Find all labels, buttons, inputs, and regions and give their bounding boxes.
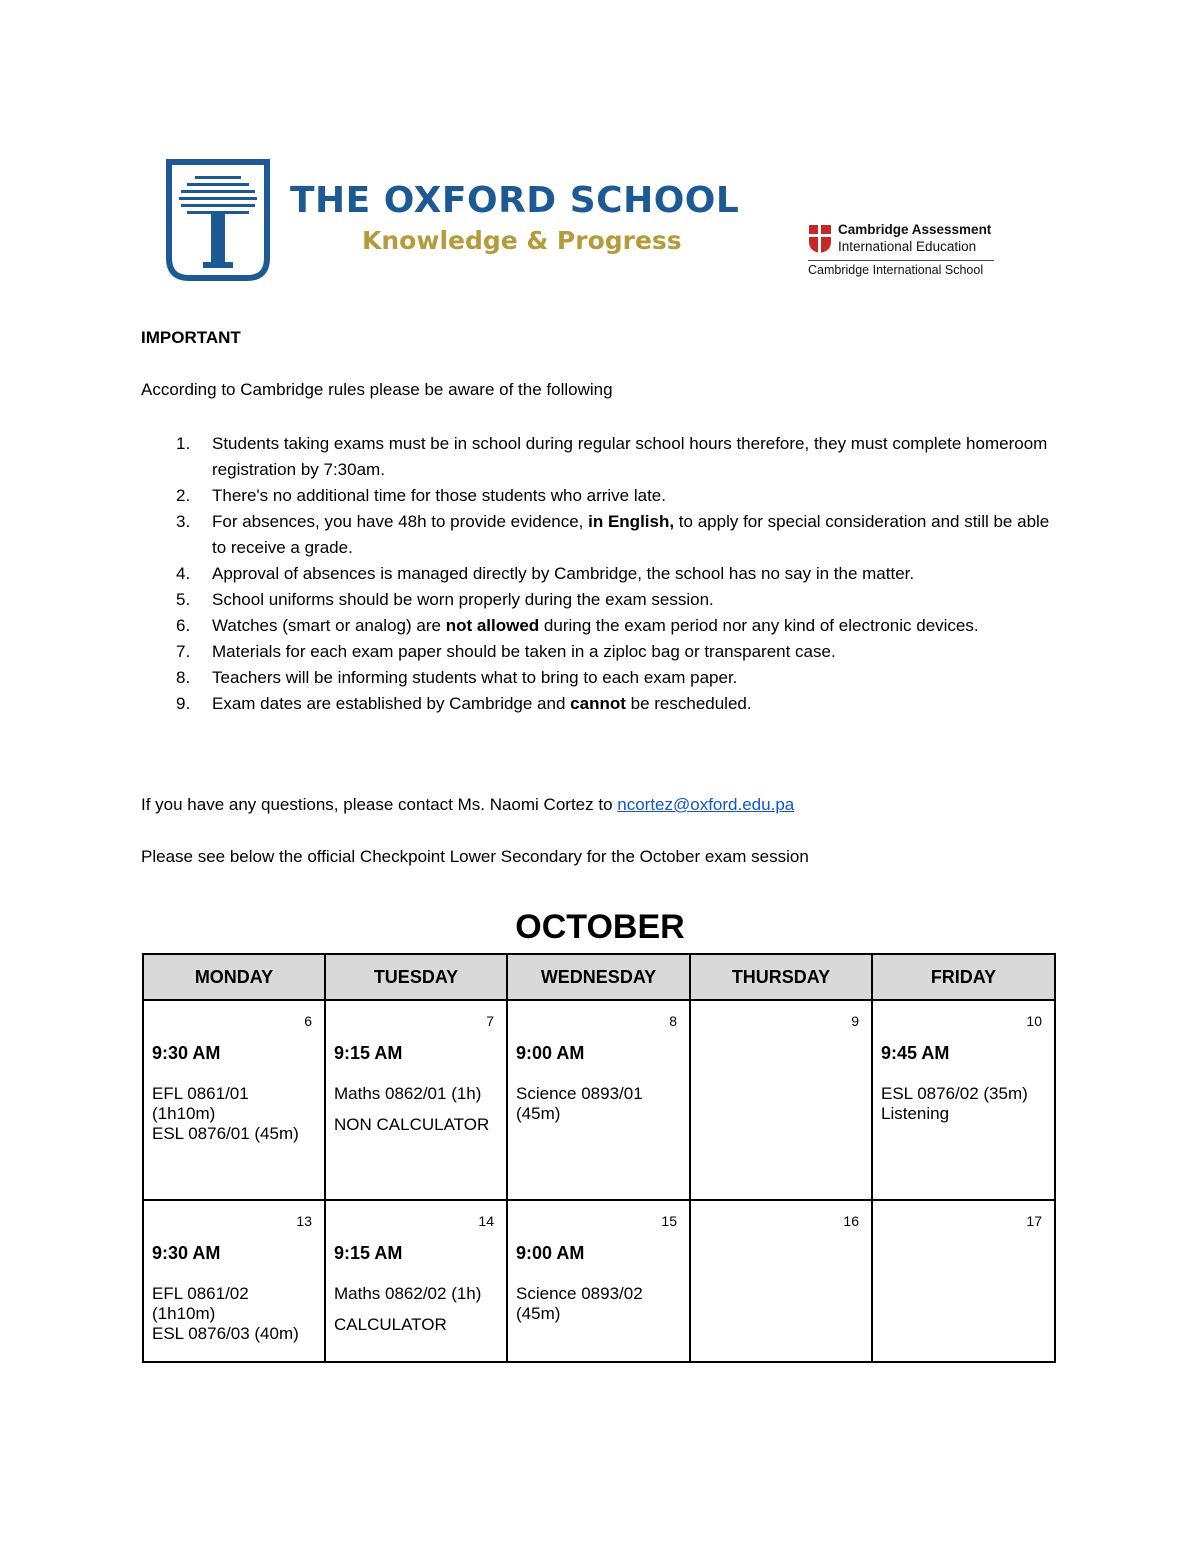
exam-time: 9:30 AM [152,1243,221,1263]
day-header: FRIDAY [872,954,1055,1000]
rule-item [141,639,1051,665]
school-name: THE OXFORD SCHOOL [290,180,740,221]
calendar-day-cell [872,1200,1055,1362]
exam-time: 9:00 AM [516,1043,585,1063]
calendar-day-cell [507,1000,690,1200]
rule-text: Students taking exams must be in school during regular school hours therefore, they must complete homeroom registration by 7:30am. [212,434,1048,479]
exam-details [508,1264,689,1324]
cambridge-line-1: Cambridge Assessment [838,222,992,237]
exam-line: ESL 0876/02 (35m) Listening [881,1084,1028,1123]
exam-details [326,1264,506,1335]
day-number: 10 [1026,1013,1042,1029]
day-number: 14 [478,1213,494,1229]
rule-text: Approval of absences is managed directly by Cambridge, the school has no say in the matter. [212,564,915,583]
exam-time: 9:15 AM [334,1043,403,1063]
rules-list [141,431,1051,717]
rule-item [141,431,1051,483]
day-number: 13 [296,1213,312,1229]
rule-item [141,587,1051,613]
rule-item [141,665,1051,691]
day-number: 17 [1026,1213,1042,1229]
day-header: MONDAY [143,954,325,1000]
day-number: 16 [843,1213,859,1229]
calendar-week-row [143,1200,1055,1362]
see-below-text: Please see below the official Checkpoint Lower Secondary for the October exam session [141,847,809,866]
exam-details [508,1064,689,1124]
rule-text: Exam dates are established by Cambridge and [212,694,571,713]
rule-text: Materials for each exam paper should be taken in a ziploc bag or transparent case. [212,642,836,661]
exam-line: EFL 0861/01 (1h10m) [152,1084,249,1123]
day-number: 8 [669,1013,677,1029]
calendar-header-row [143,954,1055,1000]
calendar-day-cell [143,1200,325,1362]
cambridge-line-3: Cambridge International School [808,263,984,277]
calendar-day-cell [143,1000,325,1200]
calendar-day-cell [690,1000,872,1200]
rule-number: 6. [176,616,191,635]
school-tagline: Knowledge & Progress [362,226,682,255]
cambridge-divider [808,260,994,261]
rule-text-continued: be rescheduled. [625,694,752,713]
calendar-day-cell [325,1000,507,1200]
rule-number: 4. [176,564,191,583]
calendar-day-cell [690,1200,872,1362]
calendar-day-cell [872,1000,1055,1200]
exam-line: Maths 0862/01 (1h) [334,1084,482,1103]
exam-line: ESL 0876/01 (45m) [152,1124,299,1143]
calendar-day-cell [507,1200,690,1362]
calendar-week-row [143,1000,1055,1200]
exam-time: 9:00 AM [516,1243,585,1263]
rule-text: Teachers will be informing students what to bring to each exam paper. [212,668,738,687]
rule-emphasis: not allowed [445,616,540,635]
cambridge-line-2: International Education [838,239,977,254]
day-number: 6 [304,1013,312,1029]
rule-text-continued: to apply for special consideration and still be able to receive a grade. [212,512,1050,557]
contact-email-link[interactable]: ncortez@oxford.edu.pa [617,795,795,814]
calendar-day-cell [325,1200,507,1362]
rule-text: There's no additional time for those students who arrive late. [212,486,666,505]
cambridge-logo [808,222,998,282]
contact-text: If you have any questions, please contact Ms. Naomi Cortez to [141,795,618,814]
exam-line: Science 0893/01 (45m) [516,1084,643,1123]
rule-number: 5. [176,590,191,609]
rule-item [141,483,1051,509]
day-header: WEDNESDAY [507,954,690,1000]
exam-line: ESL 0876/03 (40m) [152,1324,299,1343]
rule-item [141,561,1051,587]
rule-number: 8. [176,668,191,687]
exam-line: EFL 0861/02 (1h10m) [152,1284,249,1323]
rule-item [141,509,1051,561]
rule-text: Watches (smart or analog) are [212,616,446,635]
day-number: 9 [851,1013,859,1029]
day-number: 7 [486,1013,494,1029]
day-header: TUESDAY [325,954,507,1000]
exam-details [144,1064,324,1144]
exam-line: Maths 0862/02 (1h) [334,1284,482,1303]
exam-calendar [142,953,1056,1363]
month-title: OCTOBER [515,908,685,946]
rule-number: 1. [176,434,191,453]
rule-emphasis: cannot [570,694,626,713]
exam-details [326,1064,506,1135]
cambridge-crest-icon [808,224,832,254]
day-number: 15 [661,1213,677,1229]
rule-item [141,613,1051,639]
rule-item [141,691,1051,717]
day-header: THURSDAY [690,954,872,1000]
exam-line: CALCULATOR [334,1315,447,1334]
exam-line: NON CALCULATOR [334,1115,490,1134]
intro-text: According to Cambridge rules please be aware of the following [141,380,613,399]
exam-time: 9:30 AM [152,1043,221,1063]
exam-details [873,1064,1054,1124]
rule-text: For absences, you have 48h to provide evidence, [212,512,589,531]
exam-details [144,1264,324,1344]
important-heading: IMPORTANT [141,328,241,347]
rule-number: 9. [176,694,191,713]
contact-line [141,795,794,815]
exam-time: 9:15 AM [334,1243,403,1263]
rule-number: 7. [176,642,191,661]
oxford-school-crest-icon [165,158,271,282]
rule-number: 2. [176,486,191,505]
rule-number: 3. [176,512,191,531]
rule-text-continued: during the exam period nor any kind of electronic devices. [539,616,979,635]
exam-time: 9:45 AM [881,1043,950,1063]
rule-text: School uniforms should be worn properly during the exam session. [212,590,714,609]
exam-line: Science 0893/02 (45m) [516,1284,643,1323]
rule-emphasis: in English, [588,512,675,531]
